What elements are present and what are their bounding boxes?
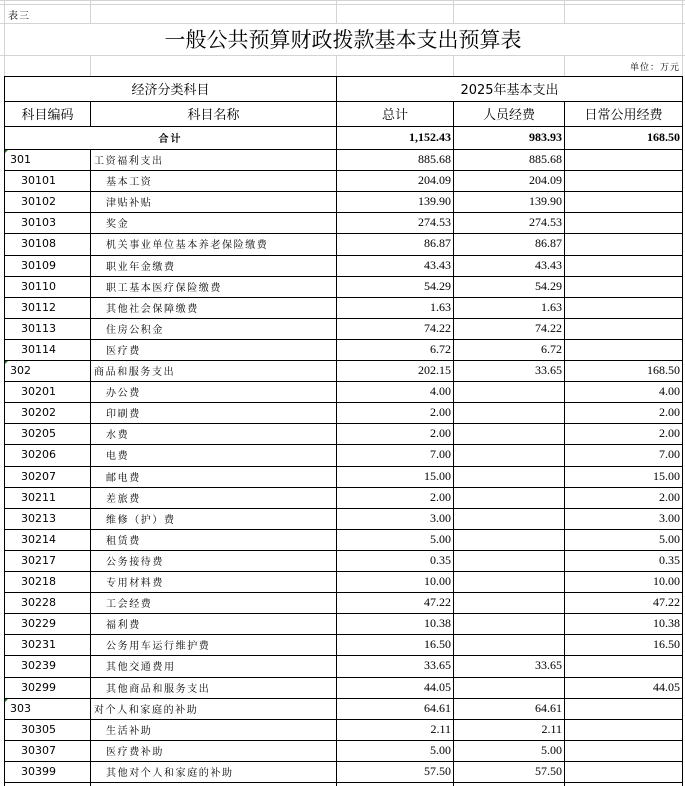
row-code: 30305 [21,722,56,736]
row-total: 5.00 [430,742,451,757]
row-personnel: 86.87 [535,236,562,251]
row-name: 医疗费 [106,345,141,357]
table-borders [0,76,685,786]
row-personnel: 1.63 [541,299,562,314]
row-total: 5.00 [430,531,451,546]
row-name: 商品和服务支出 [94,367,176,379]
row-code: 30109 [21,258,56,272]
row-code: 30112 [21,300,56,314]
row-total: 64.61 [424,700,451,715]
row-total: 15.00 [424,468,451,483]
row-personnel: 274.53 [529,215,562,230]
row-name: 维修（护）费 [106,514,176,526]
row-personnel: 6.72 [541,341,562,356]
header-public: 日常公用经费 [584,108,663,123]
row-total: 0.35 [430,552,451,567]
row-code: 30399 [21,764,56,778]
row-total: 10.00 [424,574,451,589]
grid-line [90,0,91,23]
row-name: 基本工资 [106,177,153,189]
row-name: 工资福利支出 [94,156,164,168]
row-total: 7.00 [430,447,451,462]
row-name: 其他商品和服务支出 [106,683,211,695]
row-total: 47.22 [424,595,451,610]
row-public: 44.05 [653,679,680,694]
row-code: 30214 [21,532,56,546]
row-public: 2.00 [659,489,680,504]
row-code: 30103 [21,216,56,230]
row-code: 30206 [21,448,56,462]
row-name: 职业年金缴费 [106,261,176,273]
row-code: 30239 [21,659,56,673]
grid-line [682,0,683,76]
grid-line [453,55,454,76]
row-personnel: 43.43 [535,257,562,272]
row-personnel: 57.50 [535,763,562,778]
row-code: 30218 [21,575,56,589]
sum-personnel: 983.93 [529,130,562,144]
grid-line [0,0,685,1]
row-name: 津贴补贴 [106,198,153,210]
row-code: 30113 [21,321,56,335]
row-total: 885.68 [418,152,451,167]
row-name: 生活补助 [106,725,153,737]
row-code: 30102 [21,195,56,209]
row-personnel: 33.65 [535,658,562,673]
row-total: 10.38 [424,616,451,631]
row-public: 2.00 [659,426,680,441]
row-total: 1.63 [430,299,451,314]
row-code: 30108 [21,237,56,251]
row-name: 水费 [106,430,130,442]
row-public: 10.38 [653,616,680,631]
row-total: 86.87 [424,236,451,251]
row-name: 机关事业单位基本养老保险缴费 [106,240,269,252]
page-title: 一般公共预算财政拨款基本支出预算表 [164,28,522,52]
grid-line [336,55,337,76]
row-public: 5.00 [659,531,680,546]
row-personnel: 54.29 [535,278,562,293]
row-code: 30231 [21,638,56,652]
row-total: 54.29 [424,278,451,293]
sum-public: 168.50 [647,130,680,144]
sum-label: 合计 [158,134,183,145]
row-total: 6.72 [430,341,451,356]
row-total: 202.15 [418,363,451,378]
row-name: 其他社会保障缴费 [106,303,199,315]
row-code: 303 [10,701,31,715]
row-public: 3.00 [659,510,680,525]
row-public: 2.00 [659,405,680,420]
sum-total: 1,152.43 [409,130,451,144]
row-public: 168.50 [647,363,680,378]
row-name: 福利费 [106,620,141,632]
row-total: 139.90 [418,194,451,209]
row-personnel: 64.61 [535,700,562,715]
row-total: 43.43 [424,257,451,272]
row-total: 33.65 [424,658,451,673]
row-personnel: 5.00 [541,742,562,757]
row-code: 30110 [21,279,56,293]
row-total: 16.50 [424,637,451,652]
row-name: 医疗费补助 [106,746,164,758]
grid-line [90,55,91,76]
row-code: 30207 [21,469,56,483]
sheet-label: 表三 [8,10,30,22]
row-name: 职工基本医疗保险缴费 [106,282,222,294]
row-code: 301 [10,153,31,167]
row-code: 30205 [21,427,56,441]
unit-label: 单位：万元 [629,62,680,73]
budget-table [0,76,685,786]
row-public: 15.00 [653,468,680,483]
row-code: 30217 [21,553,56,567]
row-personnel: 33.65 [535,363,562,378]
row-code: 30201 [21,385,56,399]
row-code: 302 [10,364,31,378]
row-code: 30228 [21,596,56,610]
row-total: 44.05 [424,679,451,694]
header-group-2025: 2025年基本支出 [460,83,559,98]
row-public: 47.22 [653,595,680,610]
row-name: 公务接待费 [106,556,164,568]
row-public: 7.00 [659,447,680,462]
grid-line [336,0,337,23]
header-group-economic: 经济分类科目 [131,83,210,98]
row-name: 电费 [106,451,130,463]
header-total: 总计 [381,108,408,123]
row-total: 3.00 [430,510,451,525]
row-name: 租赁费 [106,535,141,547]
row-name: 印刷费 [106,409,141,421]
row-total: 2.00 [430,489,451,504]
row-code: 30211 [21,490,56,504]
row-name: 专用材料费 [106,578,164,590]
grid-line [564,0,565,23]
header-name: 科目名称 [187,108,240,123]
row-personnel: 139.90 [529,194,562,209]
row-name: 其他对个人和家庭的补助 [106,767,234,779]
row-public: 10.00 [653,574,680,589]
row-public: 16.50 [653,637,680,652]
row-code: 30307 [21,743,56,757]
header-personnel: 人员经费 [482,108,535,123]
row-name: 办公费 [106,388,141,400]
row-code: 30299 [21,680,56,694]
row-total: 2.00 [430,426,451,441]
grid-line [453,0,454,23]
row-public: 0.35 [659,552,680,567]
row-name: 其他交通费用 [106,662,176,674]
row-code: 30229 [21,617,56,631]
row-total: 274.53 [418,215,451,230]
row-personnel: 2.11 [541,721,562,736]
row-name: 工会经费 [106,599,153,611]
row-name: 邮电费 [106,472,141,484]
row-total: 74.22 [424,320,451,335]
header-code: 科目编码 [21,108,74,123]
row-code: 30114 [21,342,56,356]
row-total: 2.00 [430,405,451,420]
row-name: 对个人和家庭的补助 [94,704,199,716]
row-name: 公务用车运行维护费 [106,641,211,653]
row-code: 30101 [21,174,56,188]
row-personnel: 204.09 [529,173,562,188]
row-personnel: 885.68 [529,152,562,167]
row-code: 30202 [21,406,56,420]
row-code: 30213 [21,511,56,525]
row-name: 奖金 [106,219,130,231]
row-name: 住房公积金 [106,324,164,336]
row-name: 差旅费 [106,493,141,505]
row-total: 57.50 [424,763,451,778]
row-total: 4.00 [430,384,451,399]
row-total: 2.11 [430,721,451,736]
row-public: 4.00 [659,384,680,399]
row-total: 204.09 [418,173,451,188]
row-personnel: 74.22 [535,320,562,335]
grid-line [0,4,685,5]
